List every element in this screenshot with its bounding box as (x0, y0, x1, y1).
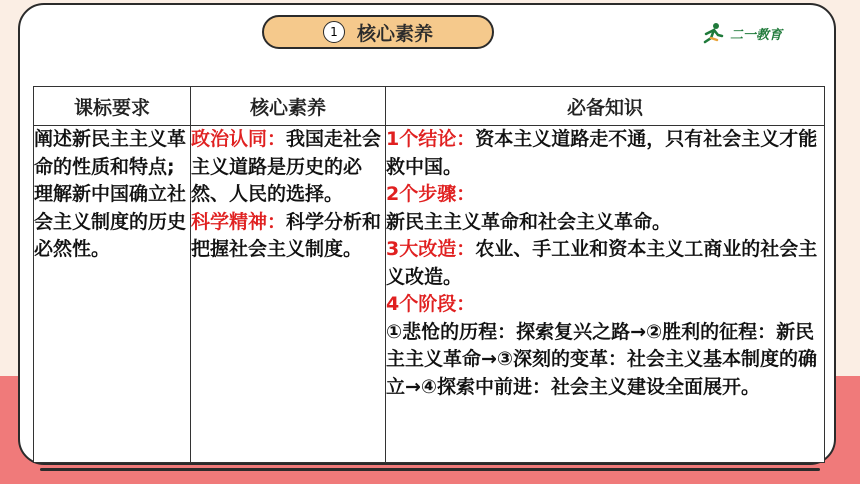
knowledge-item-conclusion (386, 126, 824, 181)
conclusion-label: 1个结论： (386, 128, 476, 150)
stages-label: 4个阶段： (386, 293, 476, 315)
transformations-text: 农业、手工业和资本主义工商业的社会主义改造。 (386, 238, 818, 288)
header-essential-knowledge: 必备知识 (386, 87, 825, 126)
card-shadow-line (40, 468, 820, 471)
curriculum-requirements-cell (34, 126, 191, 463)
curriculum-requirements-text: 阐述新民主主义革命的性质和特点;理解新中国确立社会主义制度的历史必然性。 (34, 128, 187, 260)
runner-icon (700, 22, 726, 44)
steps-label: 2个步骤： (386, 183, 476, 205)
table-header-row (34, 87, 825, 126)
logo-text: 二一教育 (730, 27, 783, 43)
knowledge-item-steps (386, 181, 824, 236)
political-identity-label: 政治认同： (191, 128, 287, 150)
content-table (33, 86, 825, 463)
header-core-literacy: 核心素养 (191, 87, 386, 126)
core-literacy-political (191, 126, 385, 209)
steps-text: 新民主主义革命和社会主义革命。 (386, 210, 672, 233)
table-row (34, 126, 825, 463)
core-literacy-cell (191, 126, 386, 463)
core-literacy-scientific (191, 209, 385, 264)
conclusion-text: 资本主义道路走不通，只有社会主义才能救中国。 (386, 128, 818, 178)
transformations-label: 3大改造： (386, 238, 476, 260)
knowledge-item-transformations (386, 236, 824, 291)
scientific-spirit-label: 科学精神： (191, 210, 287, 233)
essential-knowledge-cell (386, 126, 825, 463)
header-curriculum-requirements: 课标要求 (34, 87, 191, 126)
section-number-badge: 1 (323, 21, 345, 43)
knowledge-item-stages (386, 291, 824, 401)
stages-text: ①悲怆的历程：探索复兴之路→②胜利的征程：新民主主义革命→③深刻的变革：社会主义基本制度的确立→④探索中前进：社会主义建设全面展开。 (386, 320, 818, 398)
political-identity-text: 我国走社会主义道路是历史的必然、人民的选择。 (191, 128, 382, 205)
scientific-spirit-text: 科学分析和把握社会主义制度。 (191, 210, 382, 260)
section-title: 核心素养 (356, 22, 433, 45)
section-title-pill (262, 15, 494, 49)
brand-logo (700, 22, 782, 44)
